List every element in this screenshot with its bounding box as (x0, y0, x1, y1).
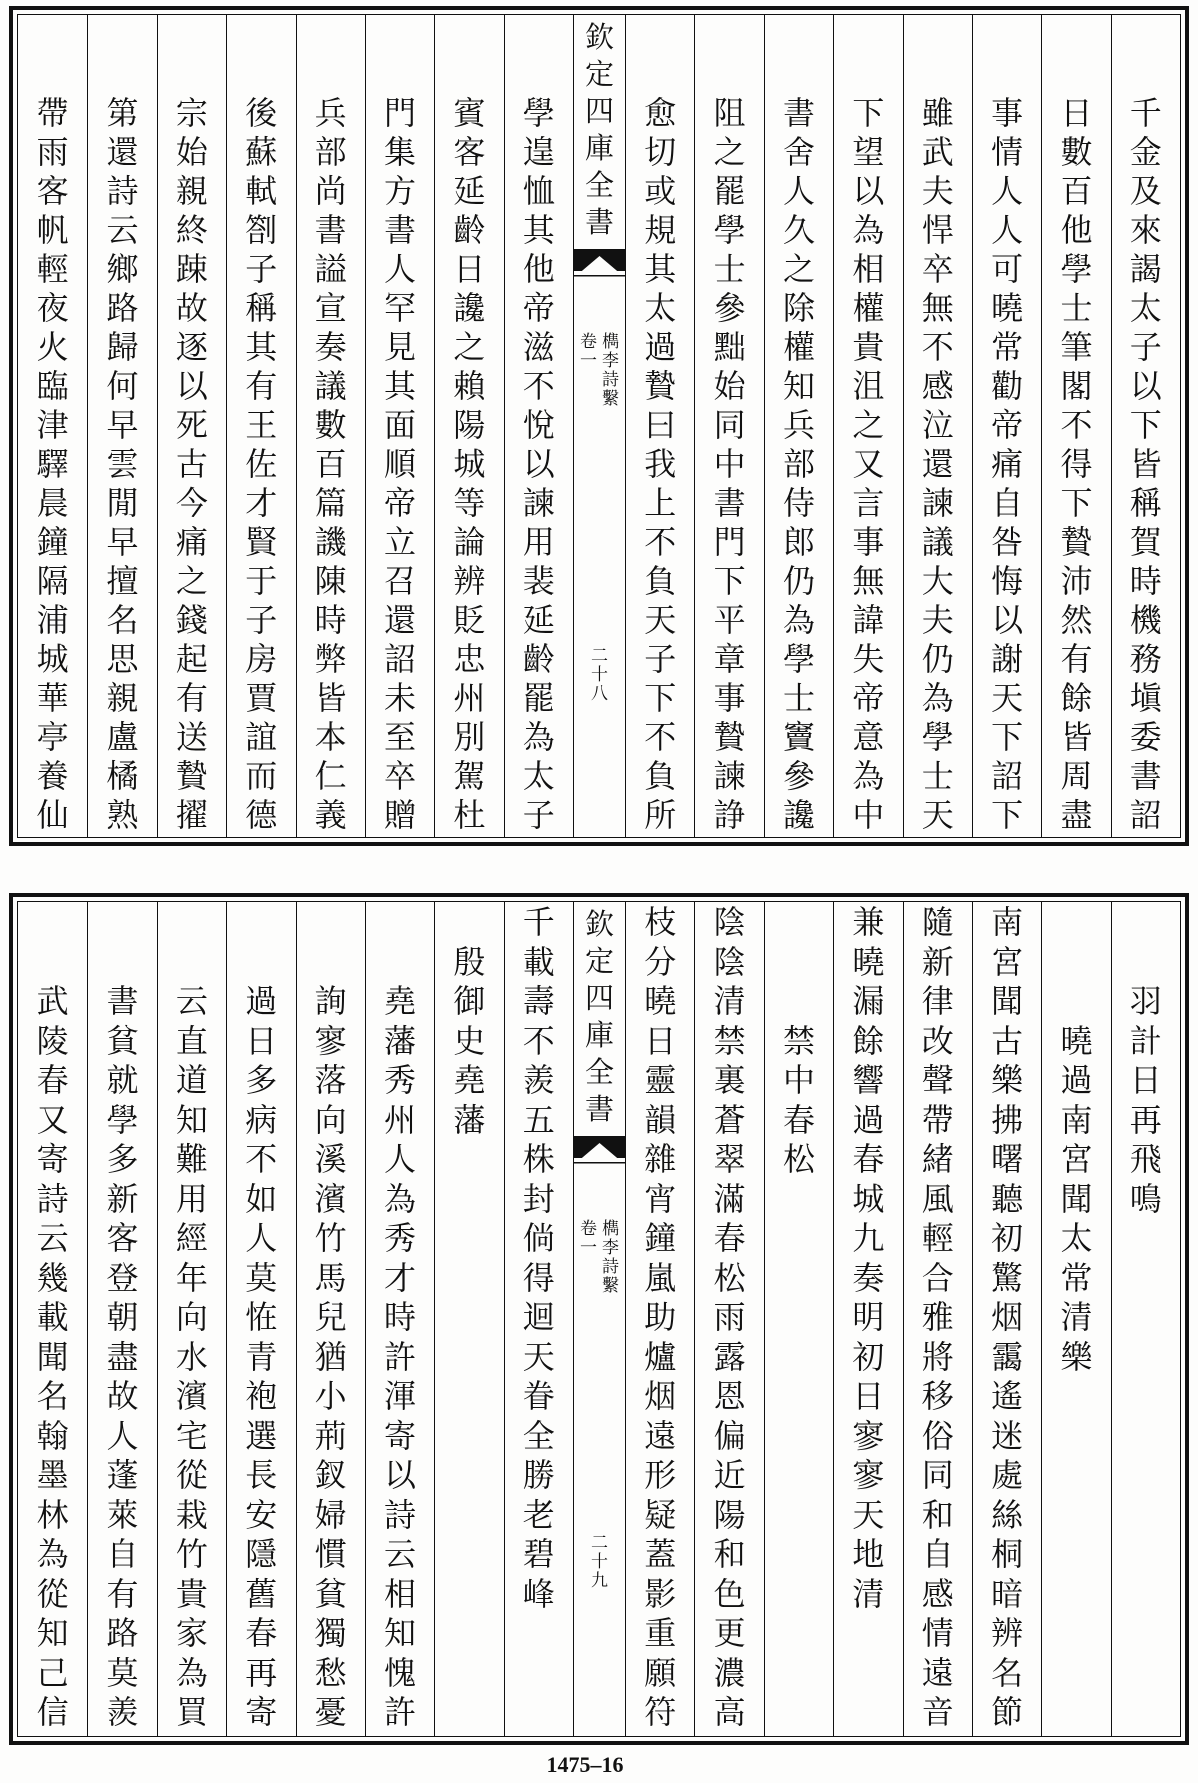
text-column (833, 15, 902, 837)
text-column (296, 15, 365, 837)
text-column (157, 15, 226, 837)
biography-text: 云直道知難用經年向水濱宅從栽竹貴家為買 (175, 982, 208, 1731)
poet-name: 殷御史堯藩 (453, 942, 486, 1139)
text-column (504, 15, 573, 837)
biography-text: 日數百他學士筆閣不得下贄沛然有餘皆周盡 (1060, 94, 1093, 834)
text-column (226, 902, 295, 1736)
text-column (764, 15, 833, 837)
juan-number: 卷一 (580, 1219, 597, 1258)
biography-text: 宗始親終踈故逐以死古今痛之錢起有送贄擢 (175, 94, 208, 834)
poem-title: 曉過南宮聞太常清樂 (1060, 1021, 1093, 1376)
biography-text: 雖武夫悍卒無不感泣還諫議大夫仍為學士天 (921, 94, 954, 834)
poem-text: 陰陰清禁裏蒼翠滿春松雨露恩偏近陽和色更濃高 (713, 903, 746, 1731)
biography-text: 學遑恤其他帝滋不悅以諫用裴延齡罷為太子 (522, 94, 555, 834)
text-column (296, 902, 365, 1736)
text-column (434, 15, 503, 837)
page-number: 二十九 (591, 1533, 608, 1591)
text-column (764, 902, 833, 1736)
fishtail-rule (574, 1162, 625, 1164)
fishtail-mark (574, 249, 625, 279)
fold-column (573, 15, 625, 837)
fishtail-rule (574, 275, 625, 277)
biography-text: 阻之罷學士參黜始同中書門下平章事贄諫諍 (713, 94, 746, 834)
biography-text: 愈切或規其太過贄曰我上不負天子下不負所 (644, 94, 677, 834)
text-column (157, 902, 226, 1736)
biography-text: 後蘇軾劄子稱其有王佐才賢于子房賈誼而德 (245, 94, 278, 834)
biography-text: 第還詩云鄉路歸何早雲閒早擅名思親盧橘熟 (106, 94, 139, 834)
poem-title: 禁中春松 (782, 1021, 815, 1178)
biography-text: 堯藩秀州人為秀才時許渾寄以詩云相知愧許 (384, 982, 417, 1731)
biography-text: 賓客延齡日讒之賴陽城等論辨貶忠州別駕杜 (453, 94, 486, 834)
poem-text: 隨新律改聲帶緒風輕合雅將移俗同和自感情遠音 (921, 903, 954, 1731)
biography-text: 下望以為相權貴沮之又言事無諱失帝意為中 (852, 94, 885, 834)
biography-text: 千金及來謁太子以下皆稱賀時機務塡委書詔 (1129, 94, 1162, 834)
book-and-juan (574, 1220, 625, 1296)
top-leaf-columns (17, 14, 1181, 838)
biography-text: 事情人人可曉常勸帝痛自咎悔以謝天下詔下 (991, 94, 1024, 834)
page-number: 二十八 (591, 646, 608, 704)
text-column (625, 15, 694, 837)
book-title: 檇李詩繫 (602, 1219, 619, 1296)
text-column (694, 15, 763, 837)
text-column (434, 902, 503, 1736)
text-column (365, 902, 434, 1736)
poem-text: 兼曉漏餘響過春城九奏明初日寥寥天地清 (852, 903, 885, 1613)
juan-number: 卷一 (580, 332, 597, 371)
bottom-leaf-frame (9, 893, 1189, 1745)
text-column (903, 902, 972, 1736)
text-column (625, 902, 694, 1736)
book-title: 檇李詩繫 (602, 332, 619, 409)
poem-text: 枝分曉日靈韻雜宵鐘嵐助爐烟遠形疑蓋影重願符 (644, 903, 677, 1731)
biography-text: 羽計日再飛鳴 (1129, 982, 1162, 1218)
book-and-juan (574, 333, 625, 409)
biography-text: 書貧就學多新客登朝盡故人蓬萊自有路莫羨 (106, 982, 139, 1731)
series-title: 欽定四庫全書 (584, 907, 614, 1126)
text-column (1041, 15, 1110, 837)
text-column (226, 15, 295, 837)
bottom-leaf-columns (17, 901, 1181, 1737)
text-column (87, 15, 156, 837)
text-column (87, 902, 156, 1736)
poem-text: 南宮聞古樂拂曙聽初驚烟靄遙迷處絲桐暗辨名節 (991, 903, 1024, 1731)
text-column (504, 902, 573, 1736)
poem-text: 千載壽不羨五株封倘得迴天眷全勝老碧峰 (522, 903, 555, 1613)
text-column (972, 902, 1041, 1736)
text-column (1041, 902, 1110, 1736)
text-column (18, 15, 87, 837)
fishtail-mark (574, 1136, 625, 1166)
text-column (1111, 15, 1180, 837)
text-column (833, 902, 902, 1736)
text-column (365, 15, 434, 837)
text-column (972, 15, 1041, 837)
biography-text: 過日多病不如人莫恠青袍選長安隱舊春再寄 (245, 982, 278, 1731)
text-column (1111, 902, 1180, 1736)
text-column (903, 15, 972, 837)
volume-page-code: 1475–16 (546, 1752, 624, 1777)
biography-text: 帶雨客帆輕夜火臨津驛晨鐘隔浦城華亭養仙 (36, 94, 69, 834)
series-title: 欽定四庫全書 (584, 20, 614, 239)
biography-text: 兵部尚書謚宣奏議數百篇譏陳時弊皆本仁義 (314, 94, 347, 834)
text-column (694, 902, 763, 1736)
text-column (18, 902, 87, 1736)
top-leaf-frame (9, 6, 1189, 846)
biography-text: 書舍人久之除權知兵部侍郎仍為學士竇參讒 (782, 94, 815, 834)
biography-text: 門集方書人罕見其面順帝立召還詔未至卒贈 (384, 94, 417, 834)
biography-text: 武陵春又寄詩云幾載聞名翰墨林為從知己信 (36, 982, 69, 1731)
fold-column (573, 902, 625, 1736)
biography-text: 詢寥落向溪濱竹馬兒猶小荊釵婦慣貧獨愁憂 (314, 982, 347, 1731)
